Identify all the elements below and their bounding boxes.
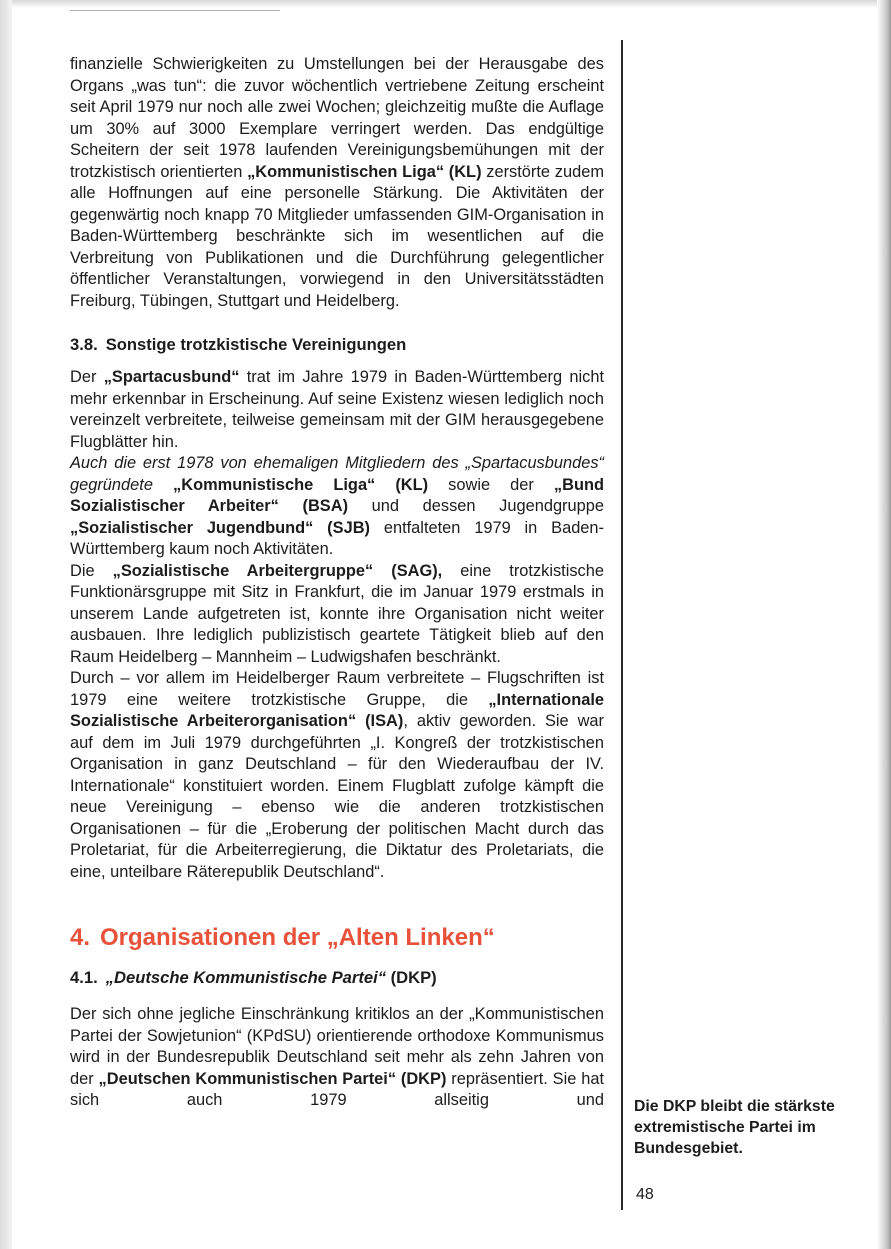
paragraph-dkp — [70, 1004, 604, 1112]
scan-edge-right — [877, 0, 891, 1249]
section-abbreviation: (DKP) — [386, 968, 437, 987]
text — [153, 476, 173, 494]
italic-text: Auch die erst 1978 von ehemaligen Mitgliedern des „Spartacusbundes“ gegründete — [70, 454, 604, 494]
text: sowie der — [428, 475, 554, 494]
paragraph-sag — [70, 561, 604, 669]
top-rule — [70, 10, 280, 11]
chapter-heading-4 — [70, 923, 604, 953]
section-heading-4-1 — [70, 967, 604, 988]
chapter-title: Organisationen der „Alten Linken“ — [100, 924, 495, 951]
column-rule — [621, 40, 623, 1210]
paragraph-gim-difficulties — [70, 54, 604, 312]
text: zerstörte zudem alle Hoffnungen auf eine personelle Stärkung. Die Aktivitäten der gegenwärtig noch knapp 70 Mitglieder umfassenden GIM-Organisation in Baden-Württemberg beschränkte sich im wesentlichen auf die Verbreitung von Publikationen und die Durchführung gelegentlicher öffentlicher Veranstaltungen, vorwiegend in den Universitätsstädten Freiburg, Tübingen, Stuttgart und Heidelberg. — [70, 162, 604, 310]
org-name-sag: „Sozialistische Arbeitergruppe“ (SAG), — [112, 561, 443, 580]
text: Der sich ohne jegliche Einschränkung kritiklos an der „Kommunistischen Partei der Sowjetunion“ (KPdSU) orientierende orthodoxe Kommunismus wird in der Bundesrepublik Deutschland seit mehr als zehn Jahren von der — [70, 1005, 604, 1088]
scan-edge-left — [0, 0, 12, 1249]
section-number: 4.1. — [70, 968, 98, 987]
org-name-kl: „Kommunistischen Liga“ (KL) — [247, 162, 482, 181]
org-name-dkp: „Deutschen Kommunistischen Partei“ (DKP) — [98, 1069, 447, 1088]
main-text-column — [70, 54, 604, 1112]
chapter-number: 4. — [70, 924, 91, 951]
text: und dessen Jugendgruppe — [348, 497, 604, 515]
section-number: 3.8. — [70, 335, 98, 354]
text: Der — [70, 368, 104, 386]
org-name-sjb: „Sozialistischer Jugendbund“ (SJB) — [70, 518, 370, 537]
section-title: Sonstige trotzkistische Vereinigungen — [105, 335, 407, 354]
text: Durch – vor allem im Heidelberger Raum verbreitete – Flugschriften ist 1979 eine weitere trotzkistische Gruppe, die — [70, 669, 604, 709]
margin-note: Die DKP bleibt die stärkste extremistische Partei im Bundesgebiet. — [634, 1098, 835, 1157]
org-name-kl: „Kommunistische Liga“ (KL) — [173, 475, 429, 494]
paragraph-isa — [70, 668, 604, 883]
section-title: „Deutsche Kommunistische Partei“ — [105, 968, 387, 987]
text: trat im Jahre 1979 in Baden-Württemberg nicht mehr erkennbar in Erscheinung. Auf seine Existenz wiesen lediglich noch vereinzelt verbreitete, teilweise gemeinsam mit der GIM herausgegebene Flugblätter hin. — [70, 368, 605, 451]
scan-edge-top — [0, 0, 891, 8]
paragraph-spartacusbund — [70, 367, 604, 453]
section-heading-3-8 — [70, 334, 604, 355]
page-number: 48 — [636, 1186, 654, 1203]
paragraph-kl-bsa-sjb — [70, 453, 604, 561]
text: , aktiv geworden. Sie war auf dem im Juli 1979 durchgeführten „I. Kongreß der trotzkistischen Organisation in ganz Deutschland – für den Wiederaufbau der IV. Internationale“ konstituiert worden. Einem Flugblatt zufolge kämpft die neue Vereinigung – ebenso wie die anderen trotzkistischen Organisationen – für die „Eroberung der politischen Macht durch das Proletariat, für die Arbeiterregierung, die Diktatur des Proletariats, die eine, unteilbare Räterepublik Deutschland“. — [70, 712, 604, 881]
org-name-bsa: „Bund Sozialistischer Arbeiter“ (BSA) — [70, 475, 604, 515]
text: repräsentiert. Sie hat sich auch 1979 allseitig und — [70, 1069, 604, 1109]
org-name-isa: „Internationale Sozialistische Arbeiterorganisation“ (ISA) — [70, 690, 604, 730]
org-name-spartacusbund: „Spartacusbund“ — [103, 368, 240, 386]
text: eine trotzkistische Funktionärsgruppe mit Sitz in Frankfurt, die im Januar 1979 erstmals in unserem Lande aufgetreten ist, konnte ihre Organisation nicht weiter ausbauen. Ihre lediglich publizistisch geartete Tätigkeit blieb auf den Raum Heidelberg – Mannheim – Ludwigshafen beschränkt. — [70, 561, 604, 666]
text: entfalteten 1979 in Baden-Württemberg kaum noch Aktivitäten. — [70, 518, 604, 558]
text: Die — [70, 561, 113, 580]
text: finanzielle Schwierigkeiten zu Umstellungen bei der Herausgabe des Organs „was tun“: die zuvor wöchentlich vertriebene Zeitung erscheint seit April 1979 nur noch alle zwei Wochen; gleichzeitig mußte die Auflage um 30% auf 3000 Exemplare verringert werden. Das endgültige Scheitern der seit 1978 laufenden Vereinigungsbemühungen mit der trotzkistisch orientierten — [70, 55, 604, 181]
